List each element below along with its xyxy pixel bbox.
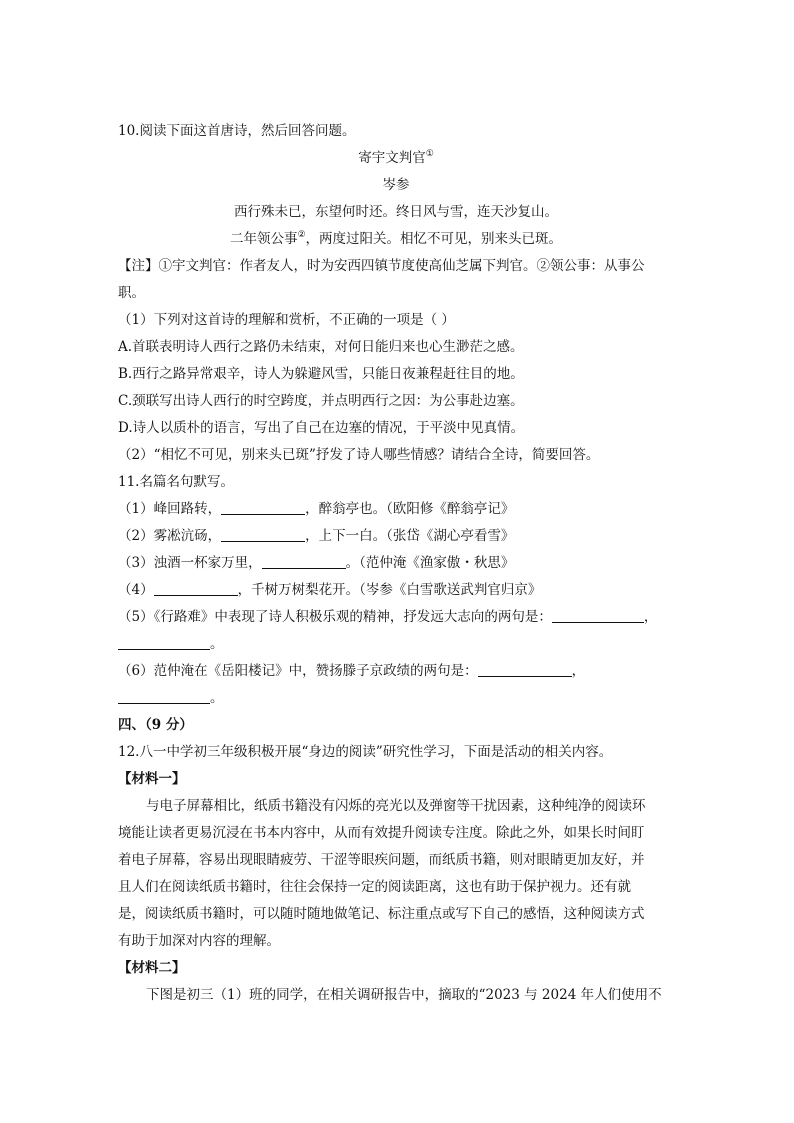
q11-item-6-answer-blank-2[interactable] bbox=[118, 688, 210, 704]
q10-option-d: D.诗人以质朴的语言，写出了自己在边塞的情况，于平淡中见真情。 bbox=[118, 420, 525, 436]
q10-subquestion-1: （1）下列对这首诗的理解和赏析，不正确的一项是（ ） bbox=[118, 312, 455, 328]
poem-note-line-1: 【注】①宇文判官：作者友人，时为安西四镇节度使高仙芝属下判官。②领公事：从事公 bbox=[118, 258, 645, 274]
q11-item-6-answer-blank-1[interactable] bbox=[478, 661, 572, 677]
q11-item-6-continued bbox=[118, 685, 674, 712]
q11-item-1-answer-blank[interactable] bbox=[221, 499, 305, 515]
q11-item-2-suffix: ，上下一白。（张岱《湖心亭看雪》 bbox=[305, 528, 515, 544]
q11-item-6-comma: ， bbox=[571, 663, 586, 679]
q11-item-5 bbox=[118, 604, 674, 631]
q11-item-6-prefix: （6）范仲淹在《岳阳楼记》中，赞扬滕子京政绩的两句是： bbox=[118, 663, 478, 679]
q11-item-3-suffix: 。（范仲淹《渔家傲・秋思》 bbox=[345, 555, 515, 571]
q11-item-1 bbox=[118, 496, 674, 523]
poem-line-2-part-a: 二年领公事 bbox=[229, 231, 298, 247]
q11-item-4-answer-blank[interactable] bbox=[154, 580, 238, 596]
q11-item-5-end: 。 bbox=[210, 636, 224, 652]
material-2-title: 【材料二】 bbox=[118, 960, 186, 976]
q11-item-2-answer-blank[interactable] bbox=[221, 526, 305, 542]
q11-item-4-suffix: ，千树万树梨花开。（岑参《白雪歌送武判官归京》 bbox=[237, 582, 542, 598]
poem-author: 岑参 bbox=[382, 177, 410, 193]
section-4-heading: 四、（9 分） bbox=[118, 717, 193, 733]
exam-page bbox=[118, 118, 674, 1009]
q11-item-5-prefix: （5）《行路难》中表现了诗人积极乐观的精神，抒发远大志向的两句是： bbox=[118, 609, 552, 625]
q11-item-4 bbox=[118, 577, 674, 604]
q10-subquestion-2: （2）“相忆不可见，别来头已斑”抒发了诗人哪些情感？请结合全诗，简要回答。 bbox=[118, 447, 600, 463]
q11-item-5-answer-blank-2[interactable] bbox=[118, 634, 210, 650]
q11-item-3-answer-blank[interactable] bbox=[262, 553, 346, 569]
material-1-line: 与电子屏幕相比，纸质书籍没有闪烁的亮光以及弹窗等干扰因素，这种纯净的阅读环 bbox=[146, 798, 646, 814]
material-1-line: 境能让读者更易沉浸在书本内容中，从而有效提升阅读专注度。除此之外，如果长时间盯 bbox=[118, 825, 645, 841]
q10-stem: 10.阅读下面这首唐诗，然后回答问题。 bbox=[118, 123, 356, 139]
poem-line-2-part-b: ，两度过阳关。相忆不可见，别来头已斑。 bbox=[305, 231, 563, 247]
q11-item-1-suffix: ，醉翁亭也。（欧阳修《醉翁亭记》 bbox=[305, 501, 515, 517]
poem-line-2-footnote-mark: ② bbox=[297, 230, 306, 240]
q11-item-2 bbox=[118, 523, 674, 550]
q11-item-5-answer-blank-1[interactable] bbox=[552, 607, 644, 623]
q11-item-6-end: 。 bbox=[210, 690, 224, 706]
q12-stem: 12.八一中学初三年级积极开展“身边的阅读”研究性学习，下面是活动的相关内容。 bbox=[118, 744, 613, 760]
poem-title: 寄宇文判官 bbox=[358, 150, 426, 166]
q11-item-3 bbox=[118, 550, 674, 577]
material-1-line: 是，阅读纸质书籍时，可以随时随地做笔记、标注重点或写下自己的感悟，这种阅读方式 bbox=[118, 906, 645, 922]
q10-option-c: C.颈联写出诗人西行的时空跨度，并点明西行之因：为公事赴边塞。 bbox=[118, 393, 524, 409]
poem-note-line-2: 职。 bbox=[118, 285, 145, 301]
poem-title-footnote-mark: ① bbox=[425, 149, 434, 159]
poem-title-line bbox=[118, 145, 674, 172]
poem-line-2 bbox=[118, 226, 674, 253]
q11-item-6 bbox=[118, 658, 674, 685]
q11-item-3-prefix: （3）浊酒一杯家万里， bbox=[118, 555, 262, 571]
material-1-line: 着电子屏幕，容易出现眼睛疲劳、干涩等眼疾问题，而纸质书籍，则对眼睛更加友好，并 bbox=[118, 852, 645, 868]
q11-item-2-prefix: （2）雾凇沆砀， bbox=[118, 528, 222, 544]
material-2-line: 下图是初三（1）班的同学，在相关调研报告中，摘取的“2023 与 2024 年人们使用不 bbox=[146, 987, 662, 1003]
q10-option-b: B.西行之路异常艰辛，诗人为躲避风雪，只能日夜兼程赶往目的地。 bbox=[118, 366, 524, 382]
material-1-title: 【材料一】 bbox=[118, 771, 186, 787]
q11-item-4-prefix: （4） bbox=[118, 582, 154, 598]
material-1-line: 且人们在阅读纸质书籍时，往往会保持一定的阅读距离，这也有助于保护视力。还有就 bbox=[118, 879, 631, 895]
poem-line-1: 西行殊未已，东望何时还。终日风与雪，连天沙复山。 bbox=[234, 204, 558, 220]
material-1-line: 有助于加深对内容的理解。 bbox=[118, 933, 280, 949]
q11-stem: 11.名篇名句默写。 bbox=[118, 474, 234, 490]
q11-item-1-prefix: （1）峰回路转， bbox=[118, 501, 222, 517]
q10-option-a: A.首联表明诗人西行之路仍未结束，对何日能归来也心生渺茫之感。 bbox=[118, 339, 524, 355]
q11-item-5-continued bbox=[118, 631, 674, 658]
q11-item-5-comma: ， bbox=[643, 609, 658, 625]
